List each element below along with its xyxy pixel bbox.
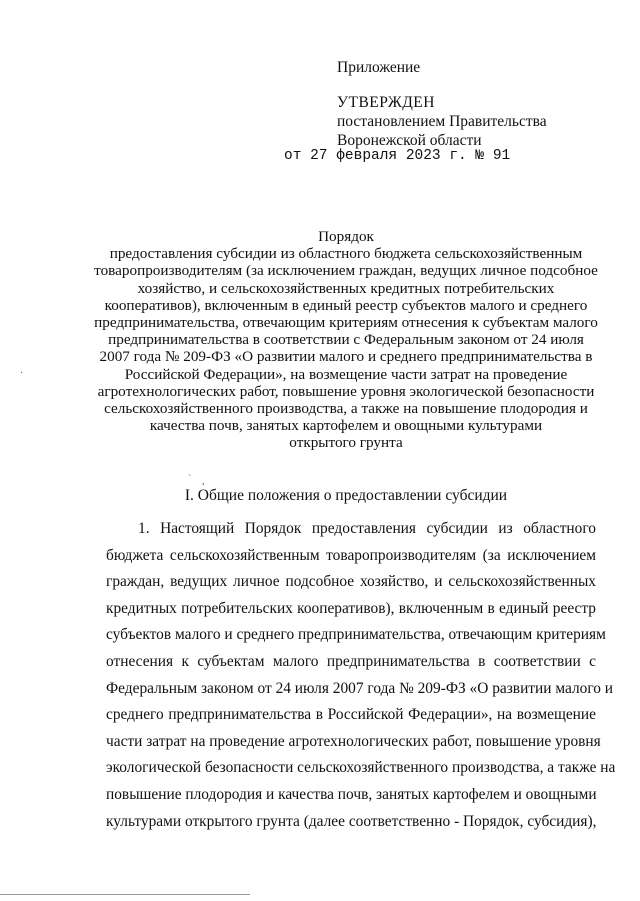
- body-line: 1. Настоящий Порядок предоставления субсидии из областного: [138, 520, 596, 537]
- body-line: повышение плодородия и качества почв, занятых картофелем и овощными: [106, 785, 597, 803]
- body-line: экологической безопасности сельскохозяйственного производства, а также на: [106, 759, 616, 777]
- title-line: открытого грунта: [289, 434, 403, 452]
- appendix-label: Приложение: [337, 59, 421, 76]
- body-line: культурами открытого грунта (далее соответственно - Порядок, субсидия),: [106, 812, 597, 830]
- title-line: качества почв, занятых картофелем и овощными культурами: [149, 417, 543, 435]
- title-heading: Порядок: [318, 228, 374, 245]
- title-line: товаропроизводителям (за исключением граждан, ведущих личное подсобное: [94, 262, 598, 280]
- approved-by-line-1: постановлением Правительства: [337, 113, 547, 130]
- approval-block: [337, 93, 547, 150]
- title-line: предоставления субсидии из областного бюджета сельскохозяйственным: [109, 245, 583, 263]
- section-heading: I. Общие положения о предоставлении субсидии: [184, 487, 508, 504]
- body-line: среднего предпринимательства в Российской Федерации», на возмещение: [106, 706, 596, 724]
- body-line: бюджета сельскохозяйственным товаропроизводителям (за исключением: [106, 546, 596, 564]
- body-line: субъектов малого и среднего предпринимательства, отвечающим критериям: [106, 626, 606, 644]
- decree-date-number: от 27 февраля 2023 г. № 91: [284, 148, 511, 164]
- title-line: предпринимательства, отвечающим критериям отнесения к субъектам малого: [94, 314, 598, 332]
- scan-speck: ,: [202, 476, 205, 487]
- approved-by-line-2: Воронежской области: [337, 132, 482, 149]
- document-title: [80, 228, 612, 452]
- body-line: граждан, ведущих личное подсобное хозяйство, и сельскохозяйственных: [106, 573, 596, 591]
- title-line: кооперативов), включенным в единый реестр субъектов малого и среднего: [104, 296, 588, 314]
- scan-edge-line: [0, 894, 250, 895]
- title-line: хозяйство, и сельскохозяйственных кредитных потребительских: [137, 279, 555, 297]
- title-line: Российской Федерации», на возмещение части затрат на проведение: [124, 365, 568, 383]
- body-line: части затрат на проведение агротехнологических работ, повышение уровня: [106, 732, 601, 750]
- title-line: 2007 года № 209-ФЗ «О развитии малого и среднего предпринимательства в: [99, 348, 593, 366]
- title-line: сельскохозяйственного производства, а также на повышение плодородия и: [104, 400, 588, 418]
- title-line: агротехнологических работ, повышение уровня экологической безопасности: [97, 382, 595, 400]
- title-line: предпринимательства в соответствии с Федеральным законом от 24 июля: [108, 331, 584, 349]
- paragraph-1: [106, 516, 616, 835]
- body-line: отнесения к субъектам малого предпринимательства в соответствии с: [106, 652, 596, 670]
- approved-word: УТВЕРЖДЕН: [337, 94, 435, 111]
- body-line: Федеральным законом от 24 июля 2007 года № 209-ФЗ «О развитии малого и: [106, 679, 614, 697]
- scan-speck: ·: [20, 368, 24, 379]
- scan-speck: `: [188, 474, 192, 485]
- body-line: кредитных потребительских кооперативов), включенным в единый реестр: [106, 599, 596, 617]
